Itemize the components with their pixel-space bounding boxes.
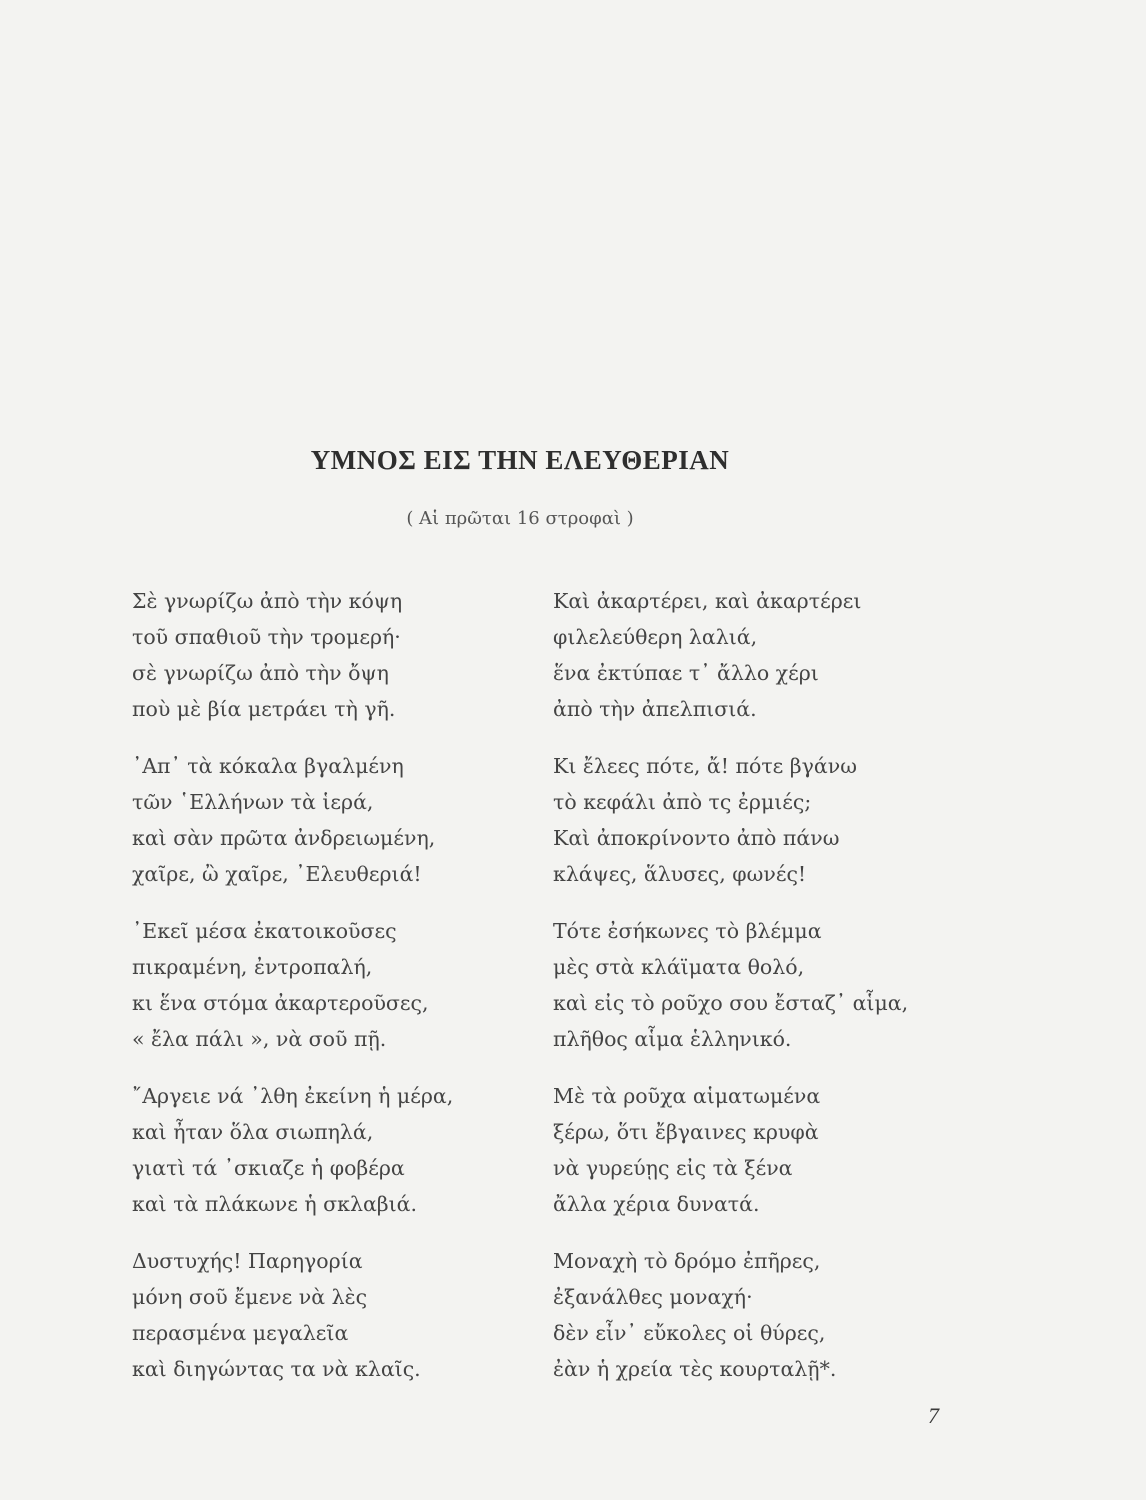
verse-line: ποὺ μὲ βία μετράει τὴ γῆ.: [132, 697, 396, 721]
stanza: [132, 913, 552, 1078]
stanza: [132, 1243, 552, 1408]
verse-line: τὸ κεφάλι ἀπὸ τς ἐρμιές;: [553, 790, 812, 814]
verse-line: καὶ εἰς τὸ ροῦχο σου ἔσταζ᾿ αἷμα,: [553, 991, 909, 1015]
right-column: [553, 583, 973, 1408]
verse-line: σὲ γνωρίζω ἀπὸ τὴν ὄψη: [132, 661, 389, 685]
verse-line: ᾿Απ᾿ τὰ κόκαλα βγαλμένη: [132, 754, 404, 778]
verse-line: Μὲ τὰ ροῦχα αἱματωμένα: [553, 1084, 821, 1108]
verse-line: πλῆθος αἷμα ἑλληνικό.: [553, 1027, 792, 1051]
stanza: [553, 1078, 973, 1243]
verse-line: ἄλλα χέρια δυνατά.: [553, 1192, 760, 1216]
verse-line: νὰ γυρεύῃς εἰς τὰ ξένα: [553, 1156, 793, 1180]
verse-line: ᾿Εκεῖ μέσα ἐκατοικοῦσες: [132, 919, 397, 943]
verse-line: ἐξανάλθες μοναχή·: [553, 1285, 753, 1309]
verse-line: καὶ σὰν πρῶτα ἀνδρειωμένη,: [132, 826, 436, 850]
verse-line: πικραμένη, ἐντροπαλή,: [132, 955, 373, 979]
stanza: [553, 913, 973, 1078]
verse-line: Τότε ἐσήκωνες τὸ βλέμμα: [553, 919, 822, 943]
verse-line: ξέρω, ὅτι ἔβγαινες κρυφὰ: [553, 1120, 819, 1144]
verse-line: μόνη σοῦ ἔμενε νὰ λὲς: [132, 1285, 368, 1309]
verse-line: κι ἕνα στόμα ἀκαρτεροῦσες,: [132, 991, 429, 1015]
verse-line: χαῖρε, ὢ χαῖρε, ᾿Ελευθεριά!: [132, 862, 422, 886]
page-number: 7: [928, 1403, 939, 1428]
verse-line: κλάψες, ἅλυσες, φωνές!: [553, 862, 807, 886]
verse-line: Δυστυχής! Παρηγορία: [132, 1249, 363, 1273]
verse-line: ἐὰν ἡ χρεία τὲς κουρταλῇ*.: [553, 1357, 837, 1381]
verse-line: « ἔλα πάλι », νὰ σοῦ πῇ.: [132, 1027, 387, 1051]
stanza: [553, 583, 973, 748]
stanza: [553, 1243, 973, 1408]
verse-line: καὶ διηγώντας τα νὰ κλαῖς.: [132, 1357, 421, 1381]
stanza: [132, 1078, 552, 1243]
verse-line: Μοναχὴ τὸ δρόμο ἐπῆρες,: [553, 1249, 821, 1273]
verse-line: περασμένα μεγαλεῖα: [132, 1321, 349, 1345]
poem-title: ΥΜΝΟΣ ΕΙΣ ΤΗΝ ΕΛΕΥΘΕΡΙΑΝ: [310, 445, 730, 475]
verse-line: ῎Αργειε νά ᾿λθη ἐκείνη ἡ μέρα,: [132, 1084, 454, 1108]
stanza: [132, 748, 552, 913]
verse-line: γιατὶ τά ᾿σκιαζε ἡ φοβέρα: [132, 1156, 405, 1180]
verse-line: φιλελεύθερη λαλιά,: [553, 625, 758, 649]
verse-line: μὲς στὰ κλάϊματα θολό,: [553, 955, 805, 979]
verse-line: Καὶ ἀκαρτέρει, καὶ ἀκαρτέρει: [553, 589, 862, 613]
verse-line: Κι ἔλεες πότε, ἄ! πότε βγάνω: [553, 754, 857, 778]
verse-line: τῶν ῾Ελλήνων τὰ ἱερά,: [132, 790, 374, 814]
verse-line: καὶ τὰ πλάκωνε ἡ σκλαβιά.: [132, 1192, 418, 1216]
verse-line: καὶ ἦταν ὅλα σιωπηλά,: [132, 1120, 374, 1144]
verse-line: δὲν εἶν᾿ εὔκολες οἱ θύρες,: [553, 1321, 826, 1345]
verse-line: ἕνα ἐκτύπαε τ᾿ ἄλλο χέρι: [553, 661, 819, 685]
verse-line: τοῦ σπαθιοῦ τὴν τρομερή·: [132, 625, 401, 649]
left-column: [132, 583, 552, 1408]
stanza: [553, 748, 973, 913]
stanza: [132, 583, 552, 748]
poem-subtitle: ( Αἱ πρῶται 16 στροφαὶ ): [406, 508, 634, 529]
verse-line: ἀπὸ τὴν ἀπελπισιά.: [553, 697, 757, 721]
verse-line: Σὲ γνωρίζω ἀπὸ τὴν κόψη: [132, 589, 403, 613]
verse-line: Καὶ ἀποκρίνοντο ἀπὸ πάνω: [553, 826, 840, 850]
